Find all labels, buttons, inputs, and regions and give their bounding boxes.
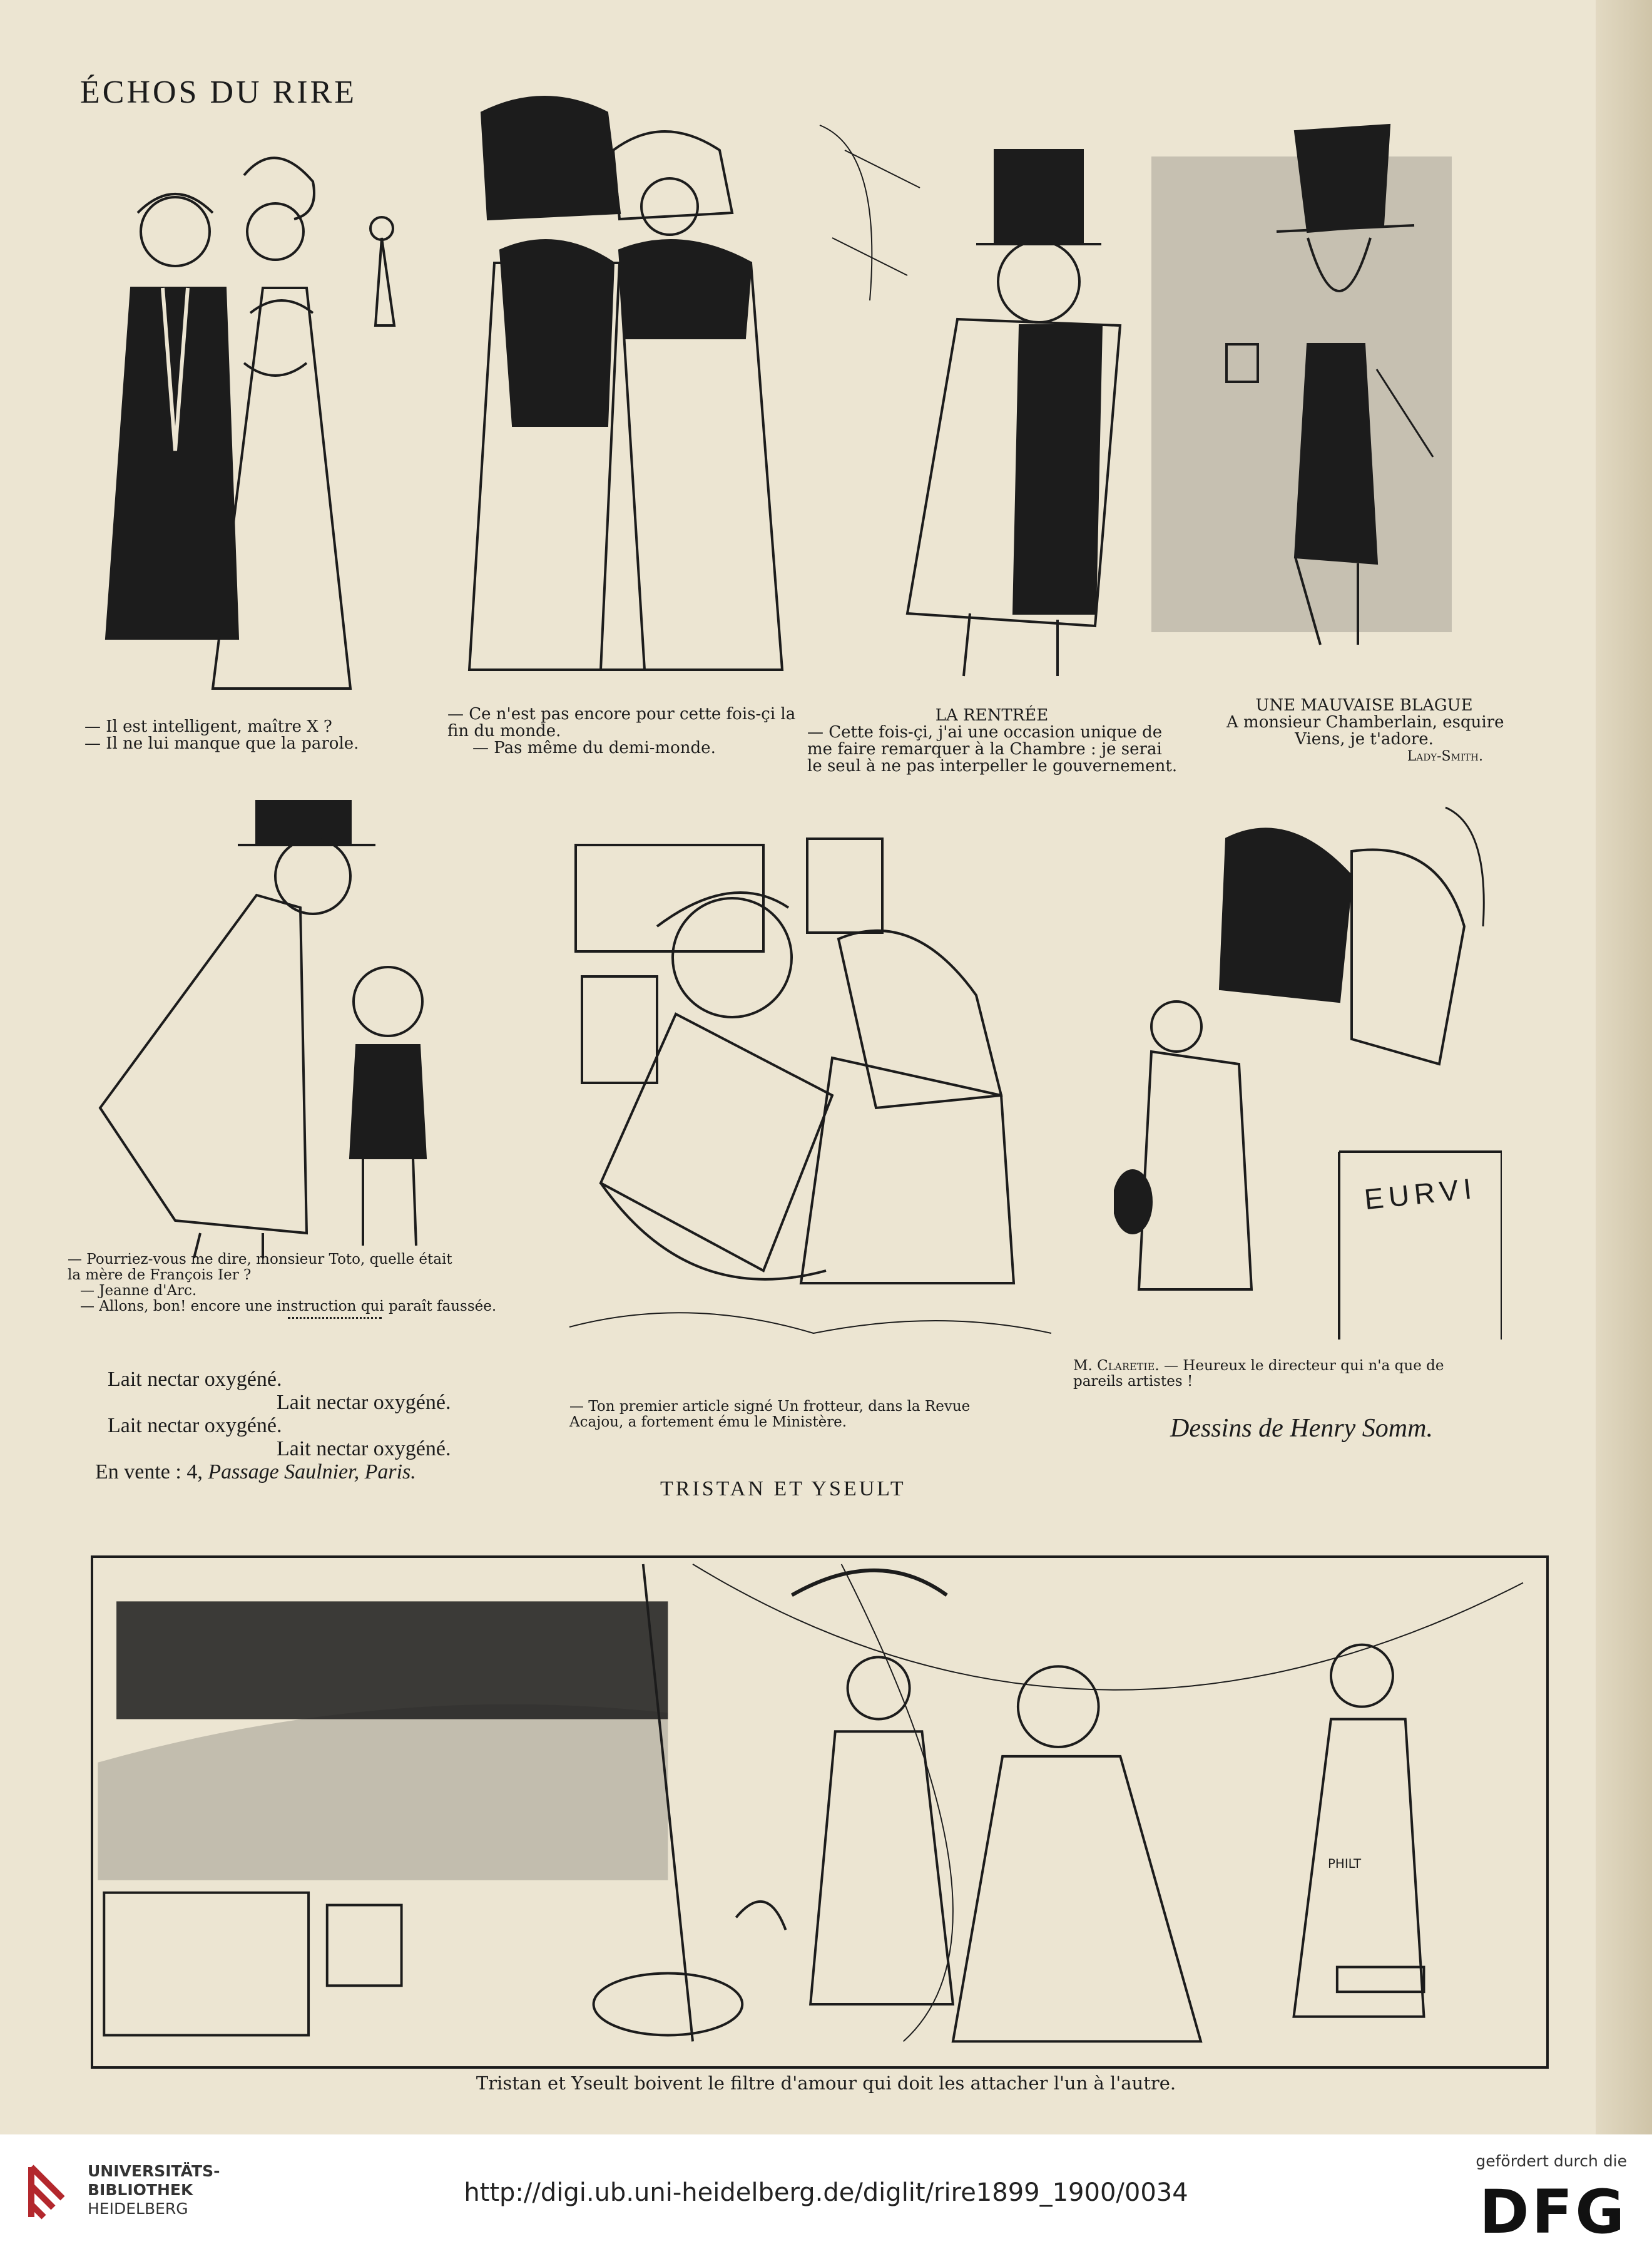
dfg-logo: DFG (1479, 2177, 1627, 2247)
caption-claretie: M. Claretie. — Heureux le directeur qui n'a que de pareils artistes ! (1073, 1358, 1444, 1390)
caption-frotteur: — Ton premier article signé Un frotteur, dans la Revue Acajou, a fortement ému le Ministère. (569, 1398, 971, 1430)
cartoon-claretie-performers (1114, 801, 1502, 1352)
funding-label: gefördert durch die (1476, 2152, 1627, 2170)
permalink-url[interactable]: http://digi.ub.uni-heidelberg.de/diglit/rire1899_1900/0034 (464, 2178, 1188, 2207)
caption-lawyer: — Il est intelligent, maître X ? — Il ne lui manque que la parole. (84, 717, 359, 753)
page-title: ÉCHOS DU RIRE (80, 74, 357, 110)
tristan-illustration (91, 1555, 1549, 2069)
digitization-footer (0, 2134, 1652, 2254)
decorative-rule (288, 1314, 382, 1319)
caption-demi-monde: — Ce n'est pas encore pour cette fois-çi la fin du monde. — Pas même du demi-monde. (447, 705, 796, 757)
cartoon-man-in-top-hat (807, 113, 1164, 689)
library-name: UNIVERSITÄTS- BIBLIOTHEK HEIDELBERG (88, 2162, 220, 2218)
cartoon-two-women-in-furs (457, 75, 807, 695)
cartoon-two-men-with-paintings (563, 832, 1064, 1365)
caption-mauvaise-blague: UNE MAUVAISE BLAGUE A monsieur Chamberlain, esquire Viens, je t'adore. Lady-Smith. (1226, 696, 1504, 764)
philtre-bottle-label: PHILT (1328, 1857, 1362, 1872)
advert-oxygen-milk: Lait nectar oxygéné. Lait nectar oxygéné. Lait nectar oxygéné. Lait nectar oxygéné. En vente : 4, Passage Saulnier, Paris. (95, 1368, 451, 1483)
cartoon-chamberlain (1151, 106, 1452, 682)
artist-credit: Dessins de Henry Somm. (1170, 1414, 1433, 1443)
caption-la-rentree: LA RENTRÉE — Cette fois-çi, j'ai une occasion unique de me faire remarquer à la Chambre : je serai le seul à ne pas interpeller le gouvernement. (807, 706, 1178, 776)
cartoon-lawyer-and-lady (56, 125, 432, 707)
stamp-text: EURVI (1362, 1171, 1478, 1216)
tristan-title: TRISTAN ET YSEULT (660, 1477, 906, 1500)
tristan-caption: Tristan et Yseult boivent le filtre d'amour qui doit les attacher l'un à l'autre. (476, 2072, 1176, 2094)
caption-toto: — Pourriez-vous me dire, monsieur Toto, quelle était la mère de François Ier ? — Jeanne d'Arc. — Allons, bon! encore une instruction qui paraît faussée. (68, 1251, 497, 1314)
page-spine (1596, 0, 1652, 2134)
cartoon-man-and-toto (75, 782, 463, 1258)
